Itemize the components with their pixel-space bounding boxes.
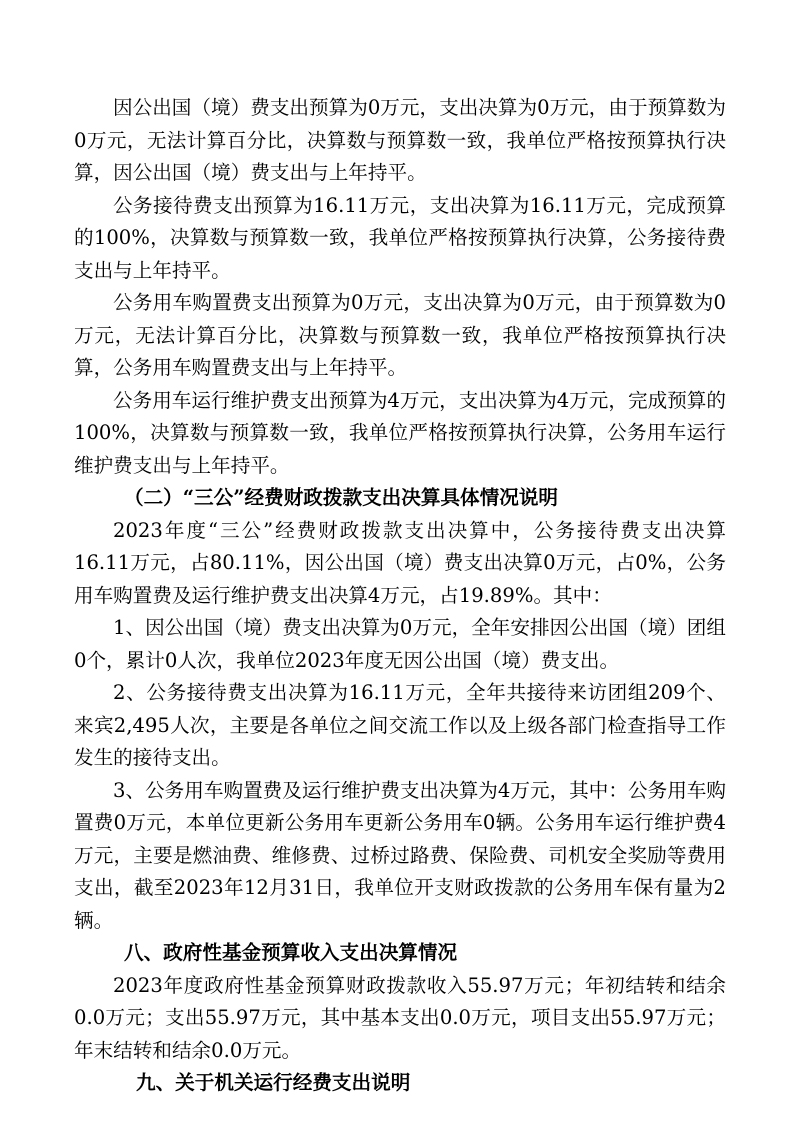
section-heading-operating-expense: 九、关于机关运行经费支出说明 bbox=[136, 1071, 411, 1094]
paragraph-item-1: 1、因公出国（境）费支出决算为0万元，全年安排因公出国（境）团组0个，累计0人次，我单位2023年度无因公出国（境）费支出。 bbox=[74, 616, 726, 672]
document-body bbox=[74, 92, 726, 1100]
paragraph-three-public-summary: 2023年度“三公”经费财政拨款支出决算中，公务接待费支出决算16.11万元，占80.11%，因公出国（境）费支出决算0万元，占0%，公务用车购置费及运行维护费支出决算4万元，占19.89%。其中： bbox=[74, 518, 726, 607]
paragraph-item-2: 2、公务接待费支出决算为16.11万元，全年共接待来访团组209个、来宾2,495人次，主要是各单位之间交流工作以及上级各部门检查指导工作发生的接待支出。 bbox=[74, 681, 726, 769]
paragraph-overseas-expense: 因公出国（境）费支出预算为0万元，支出决算为0万元，由于预算数为0万元，无法计算百分比，决算数与预算数一致，我单位严格按预算执行决算，因公出国（境）费支出与上年持平。 bbox=[74, 96, 726, 184]
section-heading-three-public: （二）“三公”经费财政拨款支出决算具体情况说明 bbox=[124, 486, 559, 509]
paragraph-reception-expense: 公务接待费支出预算为16.11万元，支出决算为16.11万元，完成预算的100%，决算数与预算数一致，我单位严格按预算执行决算，公务接待费支出与上年持平。 bbox=[74, 193, 726, 282]
paragraph-vehicle-purchase: 公务用车购置费支出预算为0万元，支出决算为0万元，由于预算数为0万元，无法计算百分比，决算数与预算数一致，我单位严格按预算执行决算，公务用车购置费支出与上年持平。 bbox=[74, 291, 726, 379]
paragraph-item-3: 3、公务用车购置费及运行维护费支出决算为4万元，其中：公务用车购置费0万元，本单位更新公务用车更新公务用车0辆。公务用车运行维护费4万元，主要是燃油费、维修费、过桥过路费、保险费、司机安全奖励等费用支出，截至2023年12月31日，我单位开支财政拨款的公务用车保有量为2辆。 bbox=[74, 778, 726, 932]
section-heading-government-fund: 八、政府性基金预算收入支出决算情况 bbox=[124, 941, 458, 964]
paragraph-government-fund: 2023年度政府性基金预算财政拨款收入55.97万元；年初结转和结余0.0万元；支出55.97万元，其中基本支出0.0万元，项目支出55.97万元；年末结转和结余0.0万元。 bbox=[74, 973, 726, 1062]
paragraph-vehicle-maintenance: 公务用车运行维护费支出预算为4万元，支出决算为4万元，完成预算的100%，决算数与预算数一致，我单位严格按预算执行决算，公务用车运行维护费支出与上年持平。 bbox=[74, 388, 726, 477]
